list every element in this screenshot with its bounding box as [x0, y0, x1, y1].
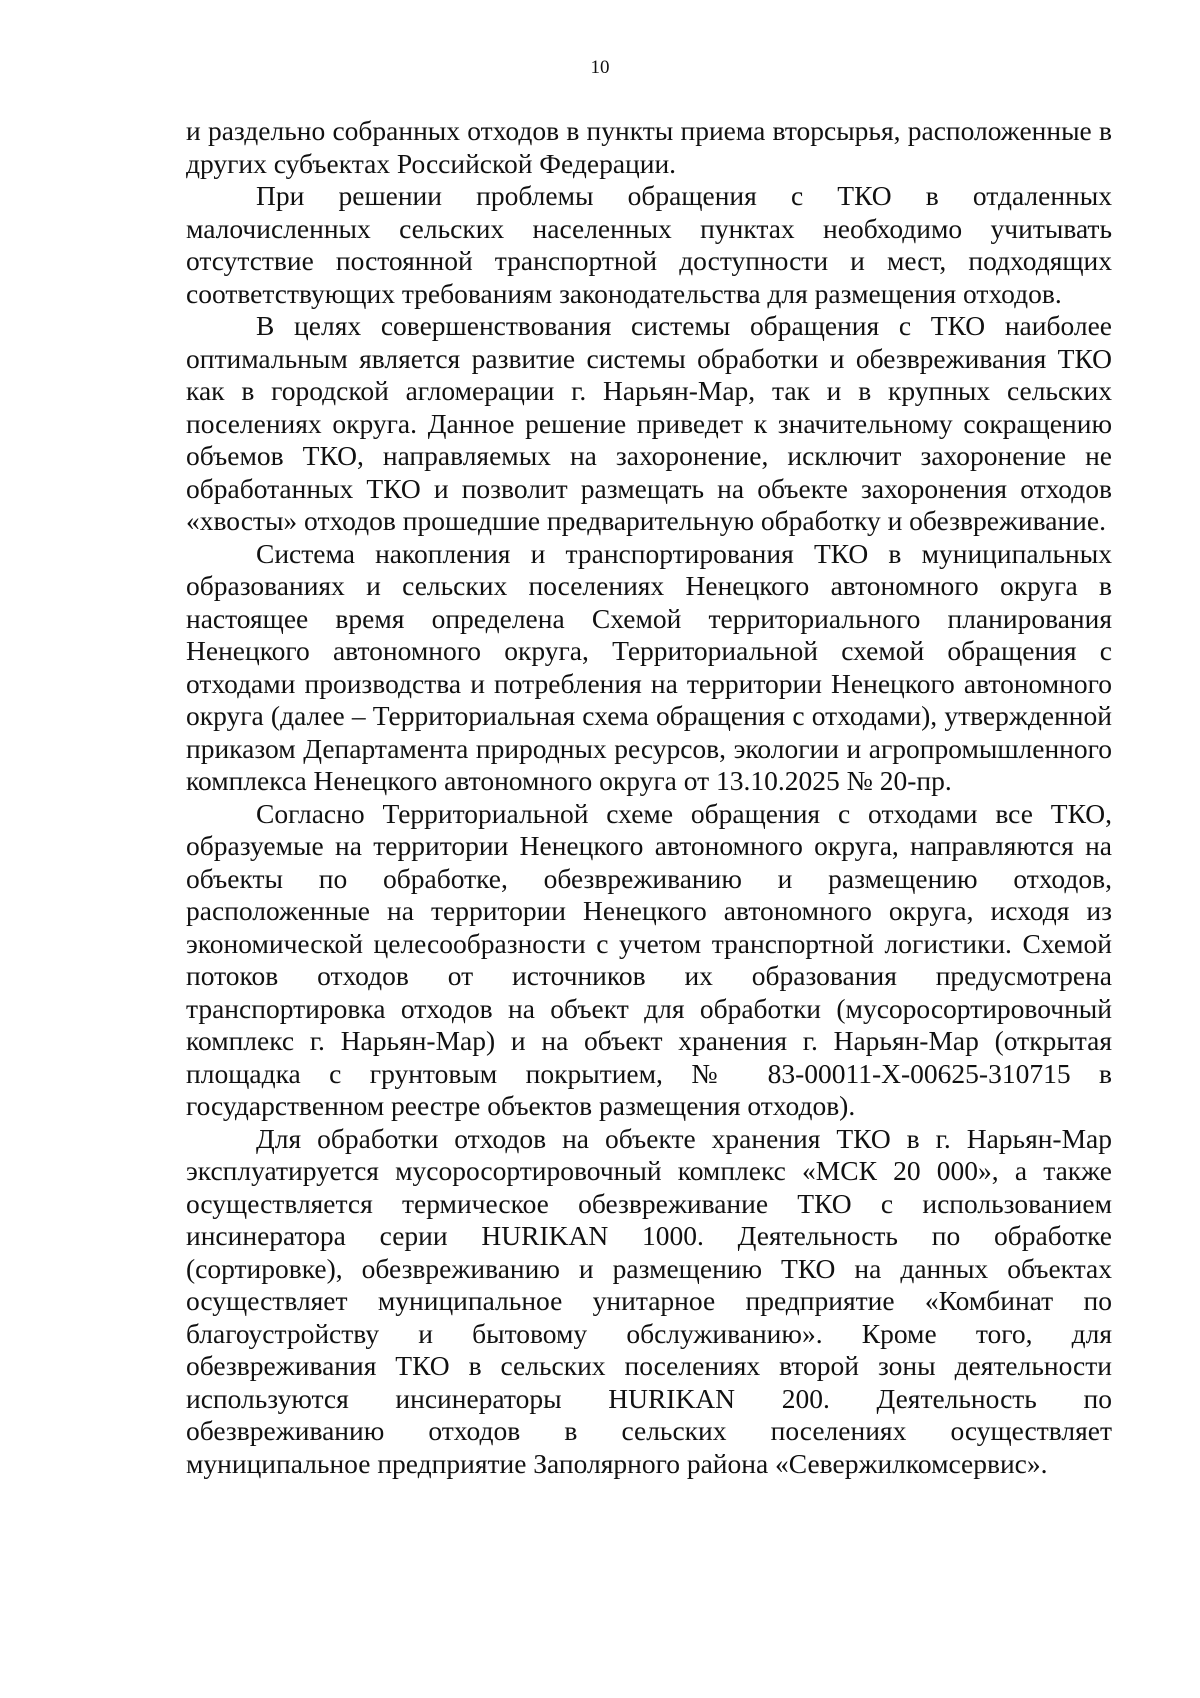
paragraph-remote-settlements: При решении проблемы обращения с ТКО в отдаленных малочисленных сельских населенных пунктах необходимо учитывать отсутствие постоянной транспортной доступности и мест, подходящих соответствующих требованиям законодательства для размещения отходов. [186, 180, 1112, 309]
document-body [186, 115, 1112, 1480]
page-number: 10 [590, 57, 610, 78]
paragraph-territorial-scheme: Согласно Территориальной схеме обращения с отходами все ТКО, образуемые на территории Ненецкого автономного округа, направляются на объекты по обработке, обезвреживанию и размещению отходов, расположенные на территории Ненецкого автономного округа, исходя из экономической целесообразности с учетом транспортной логистики. Схемой потоков отходов от источников их образования предусмотрена транспортировка отходов на объект для обработки (мусоросортировочный комплекс г. Нарьян-Мар) и на объект хранения г. Нарьян-Мар (открытая площадка с грунтовым покрытием, № 83-00011-Х-00625-310715 в государственном реестре объектов размещения отходов). [186, 797, 1112, 1121]
paragraph-accumulation-system: Система накопления и транспортирования ТКО в муниципальных образованиях и сельских поселениях Ненецкого автономного округа в настоящее время определена Схемой территориального планирования Ненецкого автономного округа, Территориальной схемой обращения с отходами производства и потребления на территории Ненецкого автономного округа (далее – Территориальная схема обращения с отходами), утвержденной приказом Департамента природных ресурсов, экологии и агропромышленного комплекса Ненецкого автономного округа от 13.10.2025 № 20-пр. [186, 537, 1112, 796]
paragraph-continuation: и раздельно собранных отходов в пункты приема вторсырья, расположенные в других субъектах Российской Федерации. [186, 115, 1112, 179]
paragraph-improvement-goals: В целях совершенствования системы обращения с ТКО наиболее оптимальным является развитие системы обработки и обезвреживания ТКО как в городской агломерации г. Нарьян-Мар, так и в крупных сельских поселениях округа. Данное решение приведет к значительному сокращению объемов ТКО, направляемых на захоронение, исключит захоронение не обработанных ТКО и позволит размещать на объекте захоронения отходов «хвосты» отходов прошедшие предварительную обработку и обезвреживание. [186, 310, 1112, 536]
paragraph-processing-facilities: Для обработки отходов на объекте хранения ТКО в г. Нарьян-Мар эксплуатируется мусоросортировочный комплекс «МСК 20 000», а также осуществляется термическое обезвреживание ТКО с использованием инсинератора серии HURIKAN 1000. Деятельность по обработке (сортировке), обезвреживанию и размещению ТКО на данных объектах осуществляет муниципальное унитарное предприятие «Комбинат по благоустройству и бытовому обслуживанию». Кроме того, для обезвреживания ТКО в сельских поселениях второй зоны деятельности используются инсинераторы HURIKAN 200. Деятельность по обезвреживанию отходов в сельских поселениях осуществляет муниципальное предприятие Заполярного района «Севержилкомсервис». [186, 1122, 1112, 1479]
